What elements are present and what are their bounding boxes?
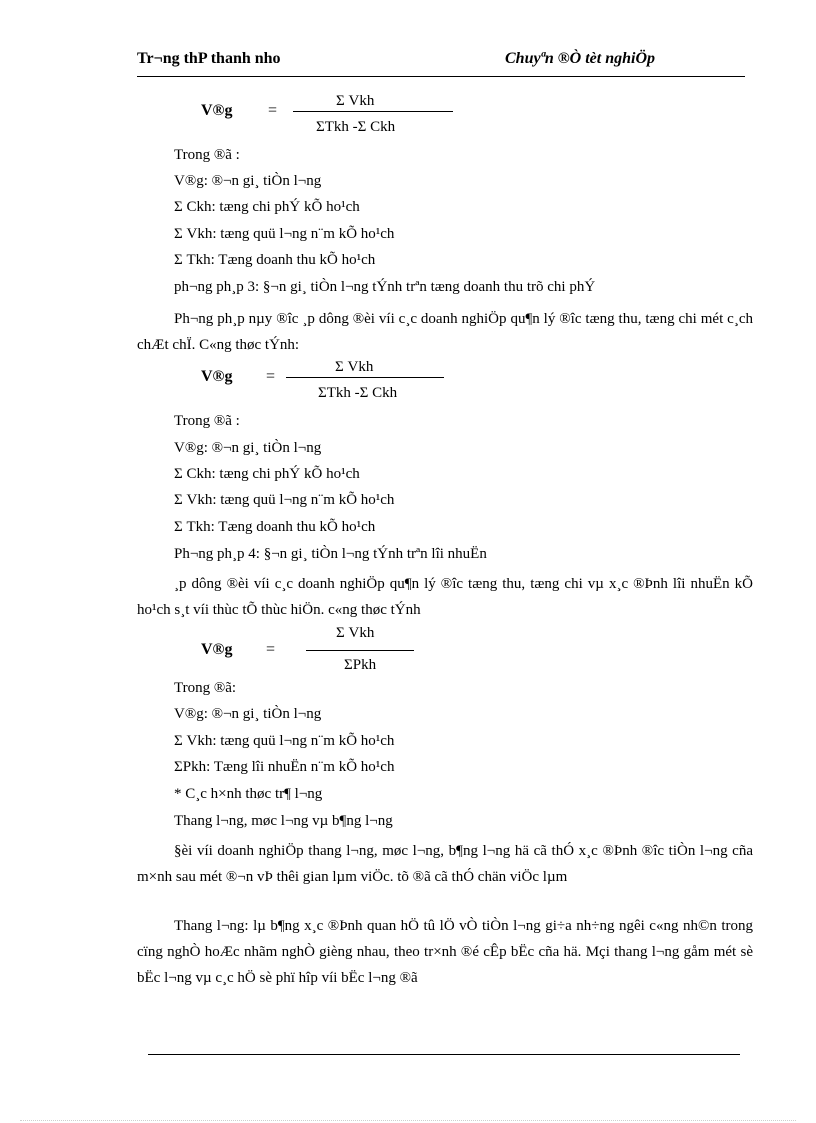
where-label: Trong ®ã: xyxy=(174,680,237,696)
paragraph: §èi víi doanh nghiÖp thang l¬ng, møc l¬ng, b¶ng l¬ng hä cã thÓ x¸c ®Þnh ®îc tiÒn l¬ng cña m×nh sau mét ®¬n vÞ thêi gian lµm viÖc. tõ ®ã cã thÓ chän viÖc lµm xyxy=(137,843,753,885)
formula-numerator: Σ Vkh xyxy=(335,359,374,375)
subsection-heading: Thang l¬ng, møc l¬ng vµ b¶ng l¬ng xyxy=(174,813,393,829)
definition-line: V®g: ®¬n gi¸ tiÒn l¬ng xyxy=(174,173,322,189)
fraction-bar xyxy=(286,377,444,378)
formula-numerator: Σ Vkh xyxy=(336,93,375,109)
formula-lhs: V®g xyxy=(201,102,233,119)
formula-equals: = xyxy=(266,368,276,385)
formula-lhs: V®g xyxy=(201,641,233,658)
header-left-title: Tr¬ng thP thanh nho xyxy=(137,50,281,67)
formula-denominator: ΣTkh -Σ Ckh xyxy=(316,119,396,135)
method-heading: Ph¬ng ph¸p 4: §¬n gi¸ tiÒn l¬ng tÝnh trªn lîi nhuËn xyxy=(174,546,487,562)
definition-line: Σ Vkh: tæng quü l¬ng n¨m kÕ ho¹ch xyxy=(174,226,395,242)
definition-line: Σ Ckh: tæng chi phÝ kÕ ho¹ch xyxy=(174,466,360,482)
formula-equals: = xyxy=(266,641,276,658)
header-rule xyxy=(137,76,745,77)
definition-line: Σ Ckh: tæng chi phÝ kÕ ho¹ch xyxy=(174,199,360,215)
header-right-title: Chuyªn ®Ò tèt nghiÖp xyxy=(505,50,656,67)
definition-line: V®g: ®¬n gi¸ tiÒn l¬ng xyxy=(174,440,322,456)
fraction-bar xyxy=(306,650,414,651)
formula-denominator: ΣTkh -Σ Ckh xyxy=(318,385,398,401)
paragraph: Thang l¬ng: lµ b¶ng x¸c ®Þnh quan hÖ tû lÖ vÒ tiÒn l¬ng gi÷a nh÷ng ngêi c«ng nh©n trong cïng nghÒ hoÆc nhãm nghÒ gièng nhau, theo tr×nh ®é cÊp bËc cña hä. Mçi thang l¬ng gåm mét sè bËc l¬ng vµ c¸c hÖ sè phï hîp víi bËc l¬ng ®ã xyxy=(137,918,753,986)
definition-line: Σ Tkh: Tæng doanh thu kÕ ho¹ch xyxy=(174,252,376,268)
fraction-bar xyxy=(293,111,453,112)
formula-numerator: Σ Vkh xyxy=(336,625,375,641)
definition-line: Σ Vkh: tæng quü l¬ng n¨m kÕ ho¹ch xyxy=(174,733,395,749)
paragraph: ¸p dông ®èi víi c¸c doanh nghiÖp qu¶n lý ®îc tæng thu, tæng chi vµ x¸c ®Þnh lîi nhuËn kÕ ho¹ch s¸t víi thùc tÕ thùc hiÖn. c«ng thøc tÝnh xyxy=(137,576,753,618)
definition-line: V®g: ®¬n gi¸ tiÒn l¬ng xyxy=(174,706,322,722)
where-label: Trong ®ã : xyxy=(174,147,240,163)
formula-denominator: ΣPkh xyxy=(344,657,377,673)
definition-line: Σ Vkh: tæng quü l¬ng n¨m kÕ ho¹ch xyxy=(174,492,395,508)
where-label: Trong ®ã : xyxy=(174,413,240,429)
footer-rule xyxy=(148,1054,740,1055)
formula-lhs: V®g xyxy=(201,368,233,385)
paragraph: Ph¬ng ph¸p nµy ®îc ¸p dông ®èi víi c¸c doanh nghiÖp qu¶n lý ®îc tæng thu, tæng chi mét c¸ch chÆt chÏ. C«ng thøc tÝnh: xyxy=(137,311,753,353)
method-heading: ph¬ng ph¸p 3: §¬n gi¸ tiÒn l¬ng tÝnh trªn tæng doanh thu trõ chi phÝ xyxy=(174,279,596,295)
page-edge-dotted-line xyxy=(20,1120,796,1121)
section-heading: * C¸c h×nh thøc tr¶ l¬ng xyxy=(174,786,323,802)
definition-line: Σ Tkh: Tæng doanh thu kÕ ho¹ch xyxy=(174,519,376,535)
formula-equals: = xyxy=(268,102,278,119)
definition-line: ΣPkh: Tæng lîi nhuËn n¨m kÕ ho¹ch xyxy=(174,759,395,775)
